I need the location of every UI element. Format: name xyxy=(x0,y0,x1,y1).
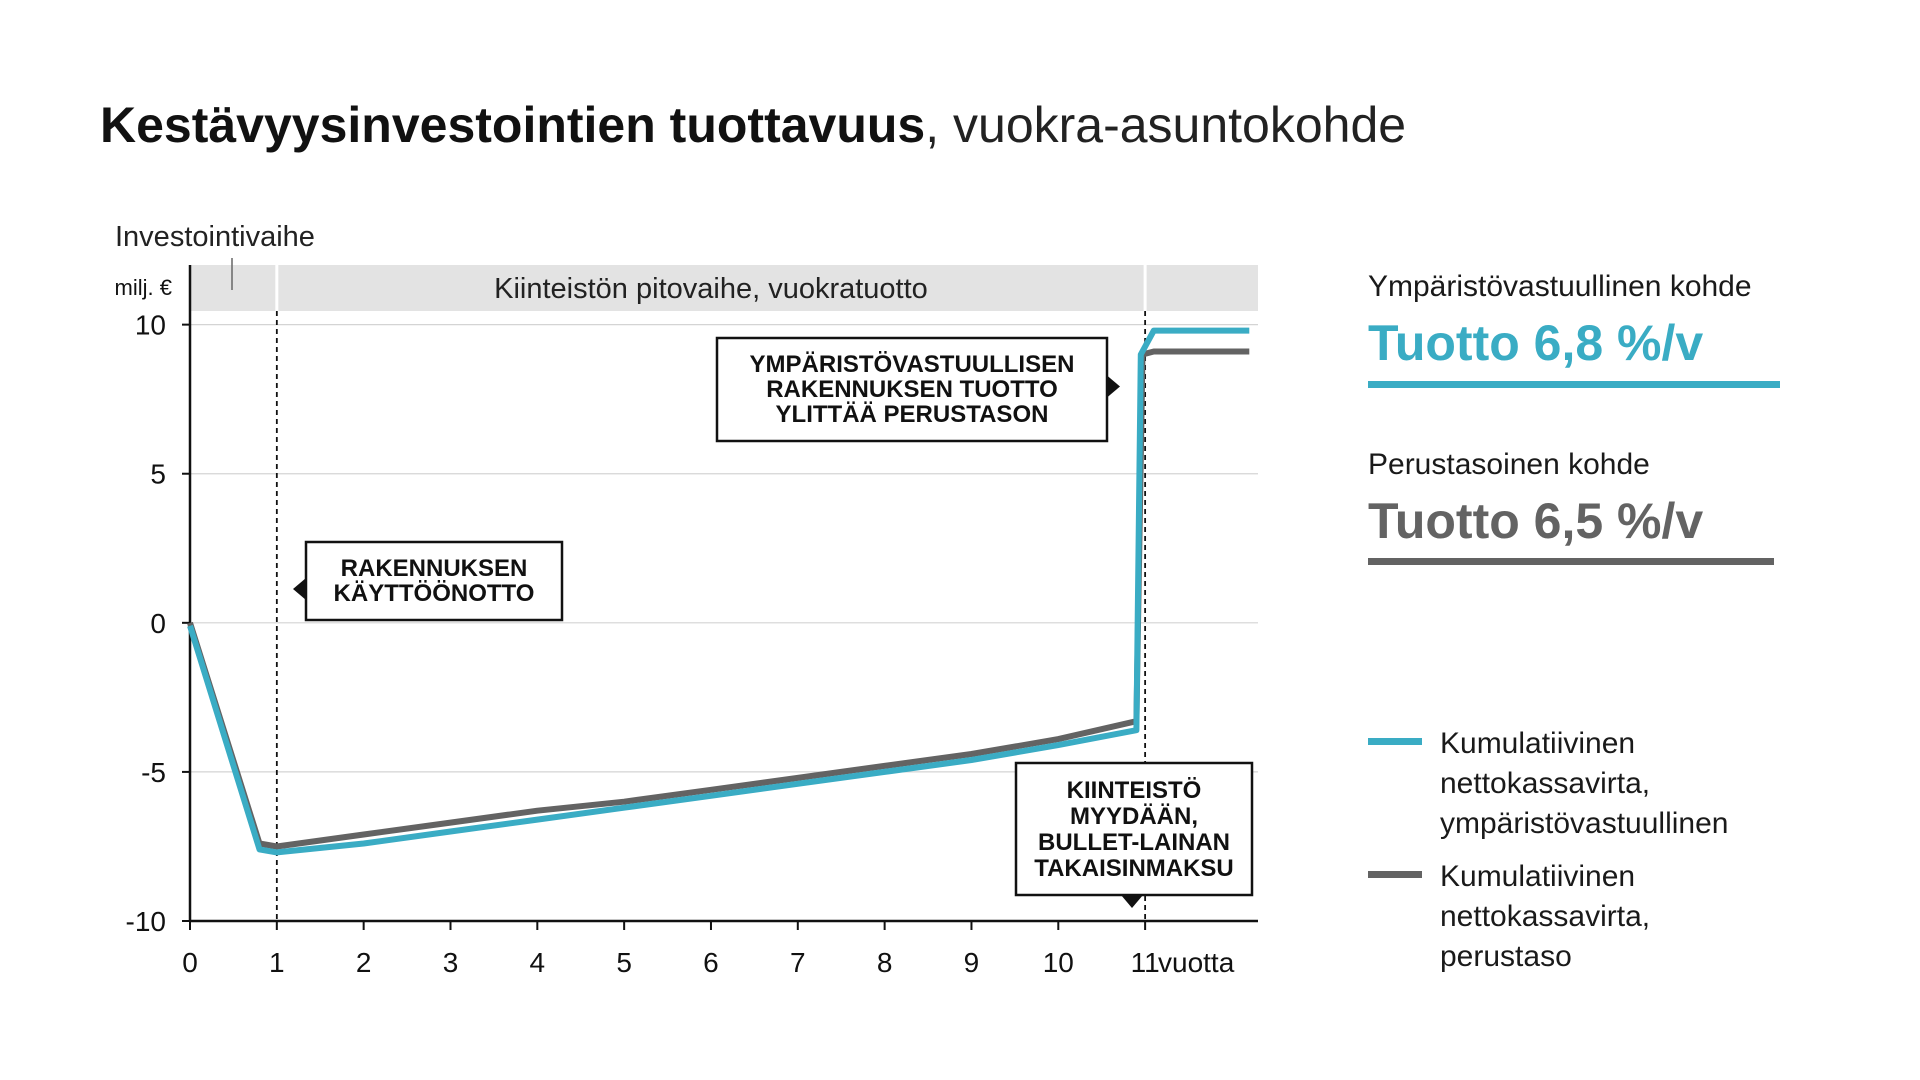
y-axis-unit: milj. € xyxy=(114,275,172,300)
callout-commissioning-pointer xyxy=(293,578,306,600)
legend-item-env xyxy=(1368,724,1788,854)
callout-outperforms-line: YMPÄRISTÖVASTUULLISEN xyxy=(749,351,1075,378)
legend-swatch-env xyxy=(1368,738,1422,745)
chart-title-light: , vuokra-asuntokohde xyxy=(925,97,1407,153)
callout-sale-line: MYYDÄÄN, xyxy=(1069,803,1199,830)
x-tick-label: 7 xyxy=(790,947,806,978)
y-tick-label: -10 xyxy=(125,906,166,937)
x-tick-label: 3 xyxy=(442,947,459,978)
y-tick-label: 0 xyxy=(150,607,166,639)
legend-item-base xyxy=(1368,857,1788,987)
callout-sale-pointer xyxy=(1121,895,1143,908)
x-tick-label: 11 xyxy=(1130,947,1160,978)
callout-commissioning-line: RAKENNUKSEN xyxy=(340,555,528,582)
x-tick-label: 6 xyxy=(703,947,719,978)
y-tick-label: 10 xyxy=(134,309,166,341)
callout-sale-line: KIINTEISTÖ xyxy=(1066,777,1202,804)
x-tick-label: 10 xyxy=(1042,947,1074,978)
callout-outperforms-line: RAKENNUKSEN TUOTTO xyxy=(766,376,1058,403)
callout-commissioning-line: KÄYTTÖÖNOTTO xyxy=(333,580,535,607)
base-return-underline xyxy=(1368,558,1774,565)
phase-label-investment: Investointivaihe xyxy=(115,221,315,253)
x-tick-label: 0 xyxy=(182,947,198,978)
callout-outperforms-pointer xyxy=(1107,376,1120,398)
x-tick-label: 1 xyxy=(269,947,285,978)
legend-label-base: Kumulatiivinen nettokassavirta, perustaso xyxy=(1440,860,1651,973)
y-tick-label: 5 xyxy=(150,458,166,490)
x-axis-unit: vuotta xyxy=(1158,947,1235,978)
env-return-value: Tuotto 6,8 %/v xyxy=(1368,315,1704,371)
base-property-label: Perustasoinen kohde xyxy=(1368,448,1650,481)
chart-title-bold: Kestävyysinvestointien tuottavuus xyxy=(100,97,926,153)
y-tick-label: -5 xyxy=(141,756,166,788)
callout-outperforms-line: YLITTÄÄ PERUSTASON xyxy=(775,401,1049,428)
x-tick-label: 2 xyxy=(355,947,372,978)
callout-sale-line: BULLET-LAINAN xyxy=(1038,829,1230,856)
legend-label-env: Kumulatiivinen nettokassavirta, ympäristövastuullinen xyxy=(1440,727,1729,840)
phase-label-holding: Kiinteistön pitovaihe, vuokratuotto xyxy=(494,273,928,305)
x-tick-label: 4 xyxy=(529,947,546,978)
x-tick-label: 8 xyxy=(876,947,893,978)
env-property-label: Ympäristövastuullinen kohde xyxy=(1368,270,1752,303)
base-return-value: Tuotto 6,5 %/v xyxy=(1368,493,1704,549)
x-tick-label: 9 xyxy=(963,947,980,978)
callout-sale-line: TAKAISINMAKSU xyxy=(1034,855,1234,882)
x-tick-label: 5 xyxy=(616,947,632,978)
legend-swatch-base xyxy=(1368,871,1422,878)
env-return-underline xyxy=(1368,381,1780,388)
